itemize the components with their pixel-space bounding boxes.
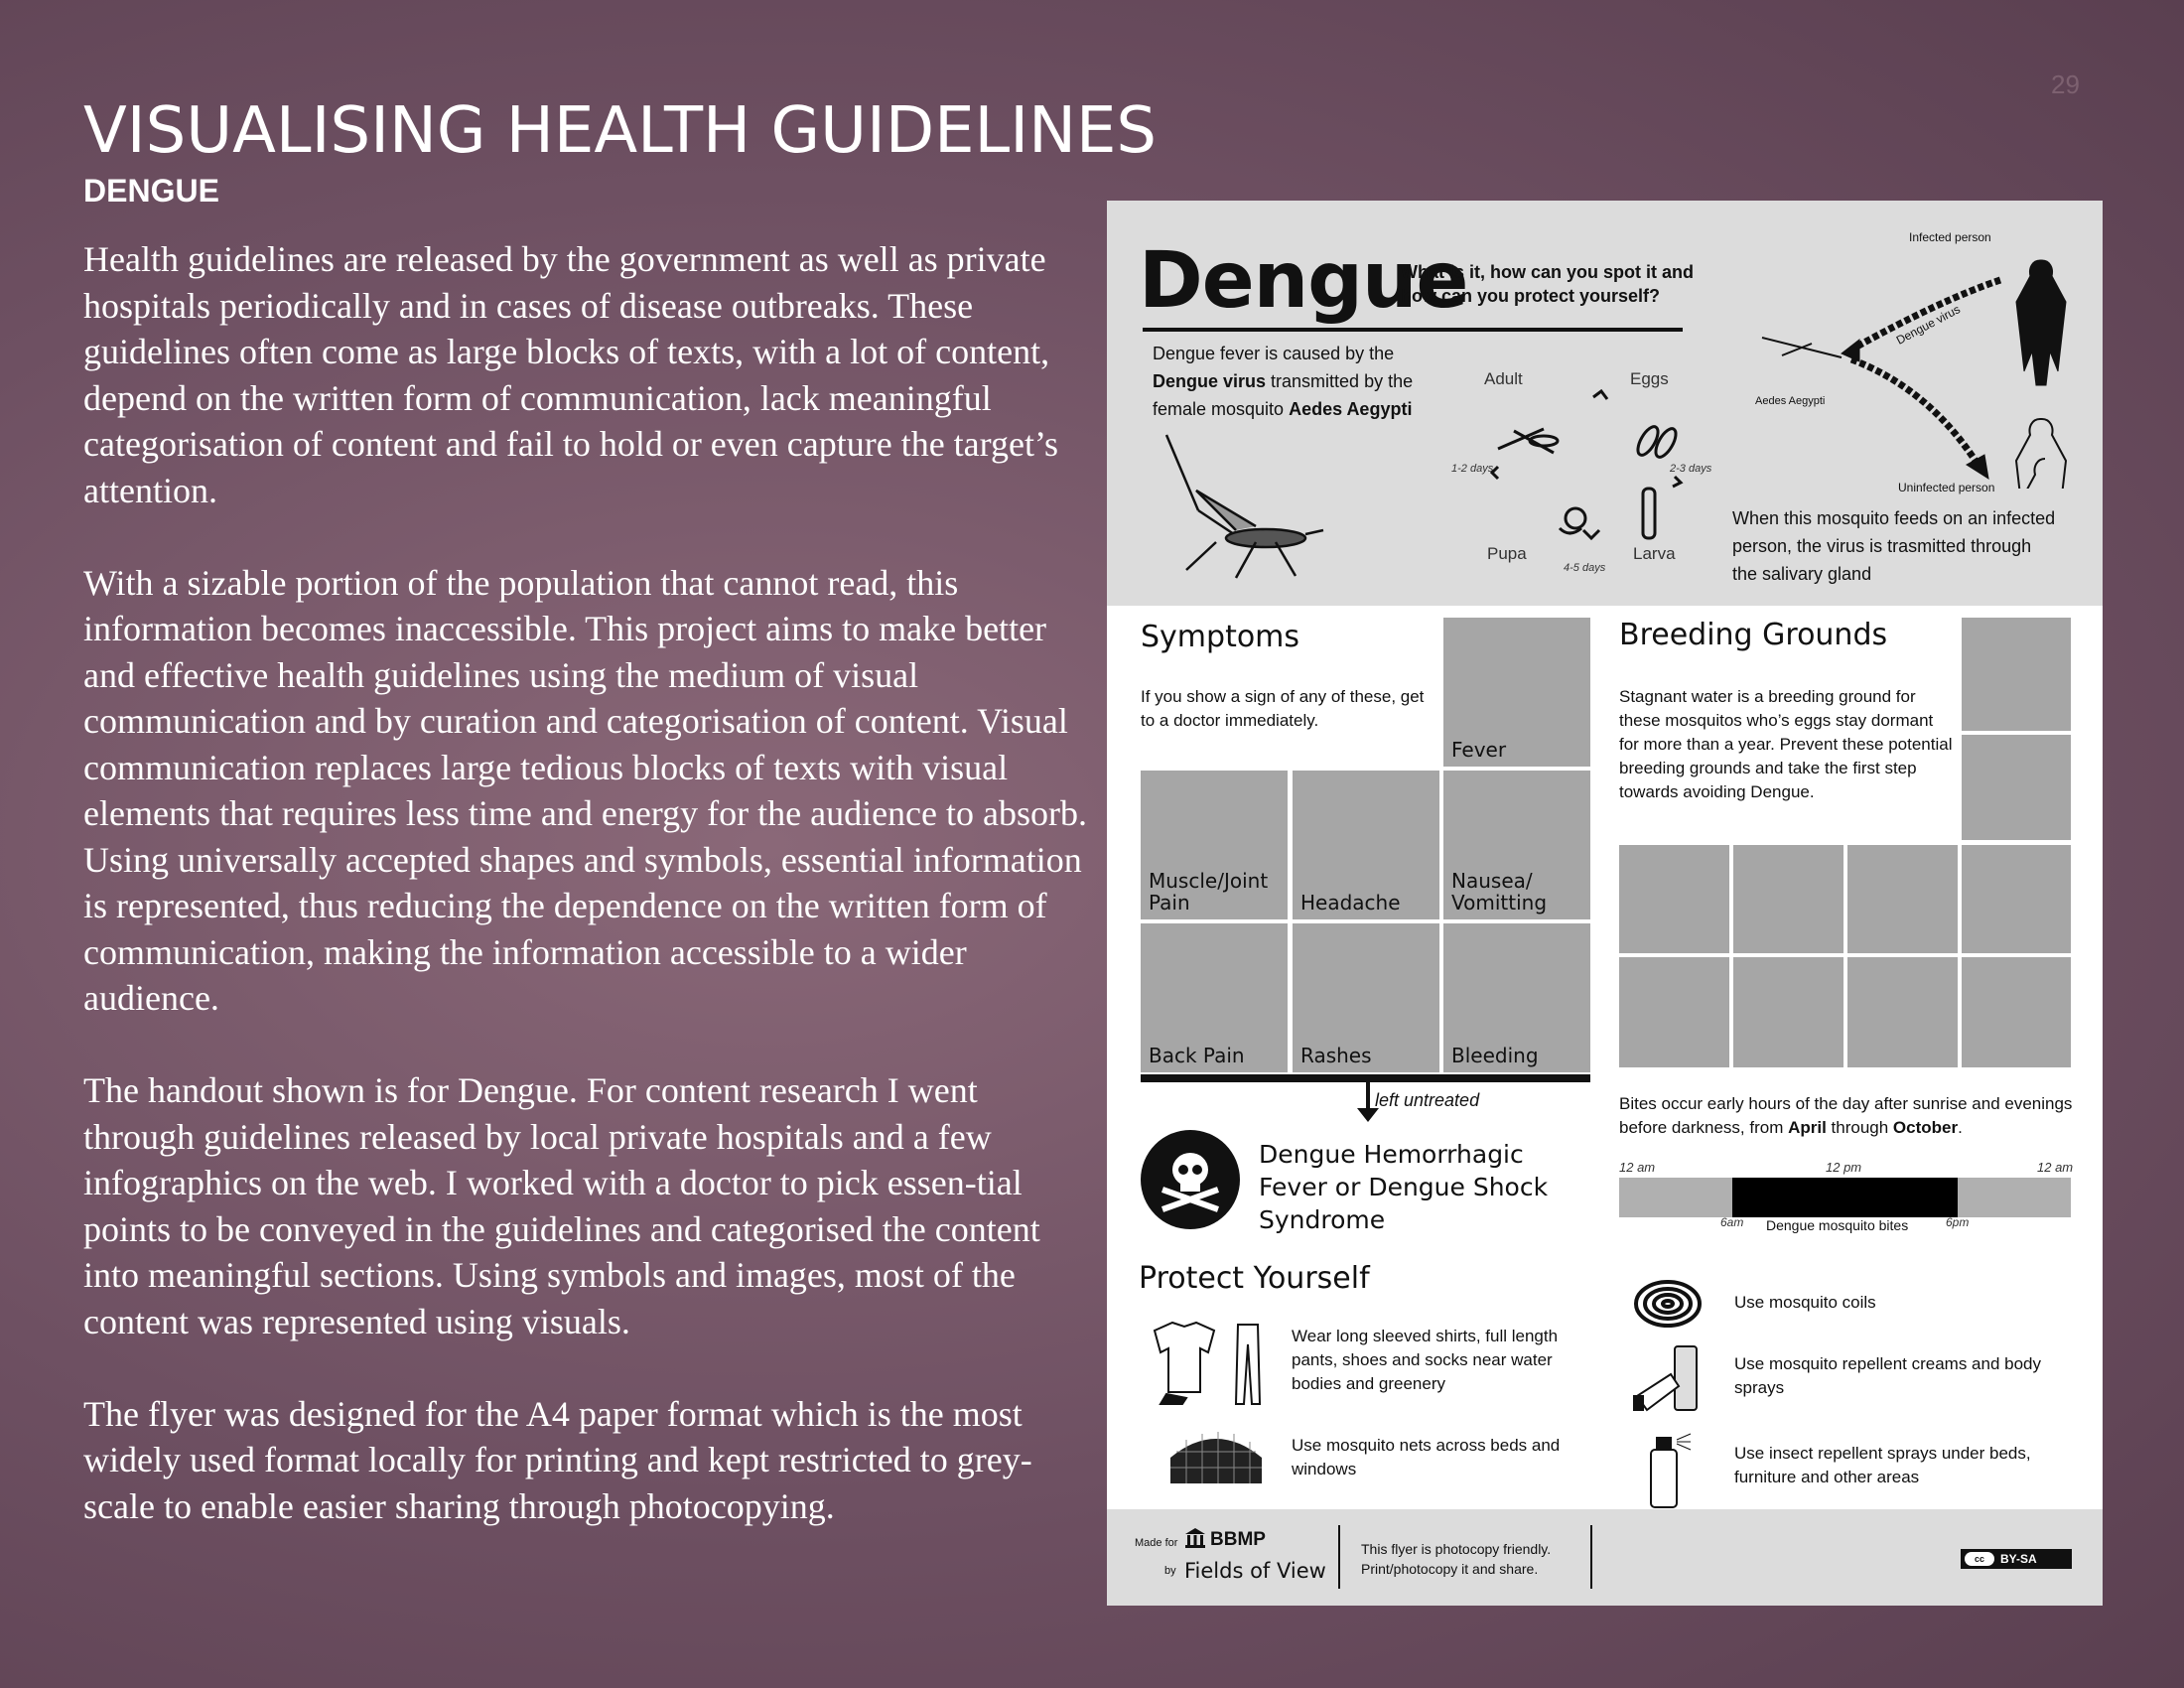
cycle-days-label: 2-3 days bbox=[1670, 463, 1712, 475]
flyer-heading: Dengue bbox=[1139, 236, 1468, 326]
symptom-muscle-pain bbox=[1141, 771, 1288, 919]
cycle-eggs-label: Eggs bbox=[1630, 369, 1669, 388]
page-number: 29 bbox=[2051, 70, 2080, 99]
mosquito-net-icon bbox=[1166, 1428, 1266, 1485]
bites-text-part: . bbox=[1958, 1118, 1963, 1137]
symptom-label: Back Pain bbox=[1149, 1044, 1245, 1067]
breeding-image bbox=[1962, 845, 2071, 953]
symptom-fever bbox=[1443, 618, 1590, 767]
by-label: by bbox=[1164, 1565, 1176, 1577]
protect-coils-text: Use mosquito coils bbox=[1734, 1293, 1876, 1312]
footer-divider bbox=[1338, 1525, 1340, 1589]
breeding-image bbox=[1733, 845, 1843, 953]
symptom-label: Fever bbox=[1451, 738, 1507, 762]
symptom-bleeding bbox=[1443, 923, 1590, 1072]
paragraph: With a sizable portion of the population that cannot read, this information becomes inaccessible. This project aims to make better and effective health guidelines using the medium of visual communication and by curation and categorisation of content. Visual communication replaces large tedious blocks of texts with visual elements that requires less time and energy for the audience to absorb. Using universally accepted shapes and symbols, essential information is represented, thus reducing the dependence on the written form of communication, making the information accessible to a wider audience. bbox=[83, 562, 1087, 1018]
cycle-larva-label: Larva bbox=[1633, 544, 1676, 563]
breeding-image bbox=[1619, 845, 1729, 953]
symptoms-title: Symptoms bbox=[1141, 620, 1300, 654]
flyer-question: What is it, how can you spot it and how can you protect yourself? bbox=[1401, 262, 1695, 306]
uninfected-person-label: Uninfected person bbox=[1898, 481, 1995, 494]
protect-clothes-text: Wear long sleeved shirts, full length pants, shoes and socks near water bodies and greenery bbox=[1292, 1327, 1559, 1393]
clothes-icon bbox=[1147, 1321, 1266, 1410]
breeding-image bbox=[1962, 618, 2071, 731]
page-subtitle: DENGUE bbox=[83, 173, 219, 209]
cycle-adult-label: Adult bbox=[1484, 369, 1523, 388]
breeding-image bbox=[1962, 957, 2071, 1067]
flyer-footer bbox=[1107, 1509, 2103, 1606]
body-text bbox=[83, 236, 1096, 1576]
bites-text bbox=[1619, 1092, 2076, 1140]
symptoms-note: If you show a sign of any of these, get to a doctor immediately. bbox=[1141, 687, 1425, 730]
bites-text-part: through bbox=[1826, 1118, 1893, 1137]
skull-crossbones-icon bbox=[1139, 1128, 1242, 1231]
symptom-label: Rashes bbox=[1300, 1044, 1372, 1067]
time-label: 12 pm bbox=[1826, 1160, 1862, 1175]
cycle-days-label: 4-5 days bbox=[1564, 562, 1606, 574]
paragraph: Health guidelines are released by the government as well as private hospitals periodically and in cases of disease outbreaks. These guidelines often come as large blocks of texts, with a lot of content, depend on the written form of communication, lack meaningful categorisation of content and fail to hold or even capture the target’s attention. bbox=[83, 239, 1058, 510]
cc-license-badge bbox=[1961, 1549, 2072, 1569]
bite-period-bar bbox=[1732, 1178, 1959, 1217]
photocopy-note: This flyer is photocopy friendly. Print/photocopy it and share. bbox=[1361, 1541, 1552, 1577]
footer-divider bbox=[1590, 1525, 1592, 1589]
intro-bold: Dengue virus bbox=[1153, 371, 1267, 391]
dhf-text: Dengue Hemorrhagic Fever or Dengue Shock Syndrome bbox=[1259, 1140, 1549, 1234]
fields-of-view-logo: Fields of View bbox=[1184, 1559, 1326, 1583]
flyer-intro bbox=[1153, 340, 1440, 423]
protect-creams-text: Use mosquito repellent creams and body sprays bbox=[1734, 1354, 2041, 1397]
intro-bold: Aedes Aegypti bbox=[1289, 399, 1413, 419]
intro-text: transmitted by the female mosquito bbox=[1153, 371, 1414, 419]
symptom-label: Nausea/ Vomitting bbox=[1451, 869, 1548, 914]
bites-month: April bbox=[1788, 1118, 1827, 1137]
symptoms-rule bbox=[1141, 1074, 1590, 1082]
aedes-label: Aedes Aegypti bbox=[1755, 395, 1826, 407]
insect-spray-icon bbox=[1643, 1430, 1693, 1509]
symptom-nausea bbox=[1443, 771, 1590, 919]
page-title: VISUALISING HEALTH GUIDELINES bbox=[83, 94, 1157, 168]
bite-period-label: Dengue mosquito bites bbox=[1766, 1217, 1909, 1233]
symptom-label: Muscle/Joint Pain bbox=[1149, 869, 1269, 914]
bbmp-building-icon bbox=[1184, 1527, 1206, 1549]
symptom-rashes bbox=[1293, 923, 1439, 1072]
dengue-flyer bbox=[1107, 201, 2103, 1606]
bite-end-label: 6pm bbox=[1946, 1215, 1970, 1229]
protect-nets-text: Use mosquito nets across beds and windows bbox=[1292, 1436, 1561, 1478]
infected-person-label: Infected person bbox=[1909, 230, 1991, 244]
symptom-label: Headache bbox=[1300, 891, 1401, 914]
transmission-text: When this mosquito feeds on an infected person, the virus is trasmitted through the salivary gland bbox=[1732, 508, 2056, 584]
breeding-image bbox=[1962, 735, 2071, 840]
bites-month: October bbox=[1892, 1118, 1959, 1137]
mosquito-large-icon bbox=[1157, 431, 1325, 580]
breeding-text: Stagnant water is a breeding ground for these mosquitos who’s eggs stay dormant for more than a year. Prevent these potential breeding grounds and take the first step towards avoiding Dengue. bbox=[1619, 687, 1953, 801]
made-for-label: Made for bbox=[1135, 1537, 1178, 1549]
cc-license-label: BY-SA bbox=[2000, 1552, 2037, 1566]
breeding-image bbox=[1733, 957, 1843, 1067]
timeline-bar bbox=[1619, 1178, 2071, 1217]
paragraph: The flyer was designed for the A4 paper format which is the most widely used format locally for printing and kept restricted to grey-scale to enable easier sharing through photocopying. bbox=[83, 1393, 1032, 1526]
cycle-pupa-label: Pupa bbox=[1487, 544, 1527, 563]
symptom-headache bbox=[1293, 771, 1439, 919]
transmission-diagram-icon bbox=[1742, 240, 2080, 489]
left-untreated-label: left untreated bbox=[1375, 1090, 1480, 1110]
cycle-days-label: 1-2 days bbox=[1451, 463, 1494, 475]
breeding-image bbox=[1847, 957, 1958, 1067]
repellent-cream-icon bbox=[1633, 1344, 1703, 1416]
bites-text-part: Bites occur early hours of the day after sunrise and evenings before darkness, from bbox=[1619, 1094, 2073, 1137]
breeding-title: Breeding Grounds bbox=[1619, 618, 1888, 652]
symptom-back-pain bbox=[1141, 923, 1288, 1072]
protect-title: Protect Yourself bbox=[1139, 1261, 1370, 1296]
dengue-virus-label: Dengue virus bbox=[1893, 302, 1963, 348]
time-label: 12 am bbox=[2037, 1160, 2074, 1175]
symptom-label: Bleeding bbox=[1451, 1044, 1539, 1067]
mosquito-coil-icon bbox=[1633, 1279, 1703, 1329]
cc-icon: cc bbox=[1965, 1552, 1994, 1566]
protect-sprays-text: Use insect repellent sprays under beds, furniture and other areas bbox=[1734, 1444, 2031, 1486]
breeding-image bbox=[1847, 845, 1958, 953]
time-label: 12 am bbox=[1619, 1160, 1656, 1175]
life-cycle-icon bbox=[1474, 379, 1712, 558]
paragraph: The handout shown is for Dengue. For content research I went through guidelines released by local private hospitals and a few infographics on the web. I worked with a doctor to pick essen-tial points to be conveyed in the guidelines and categorised the content into meaningful sections. Using symbols and images, most of the content was represented using visuals. bbox=[83, 1070, 1040, 1341]
breeding-image bbox=[1619, 957, 1729, 1067]
heading-rule bbox=[1143, 328, 1683, 332]
bite-start-label: 6am bbox=[1720, 1215, 1744, 1229]
intro-text: Dengue fever is caused by the bbox=[1153, 344, 1395, 363]
bbmp-logo-text: BBMP bbox=[1210, 1529, 1266, 1550]
